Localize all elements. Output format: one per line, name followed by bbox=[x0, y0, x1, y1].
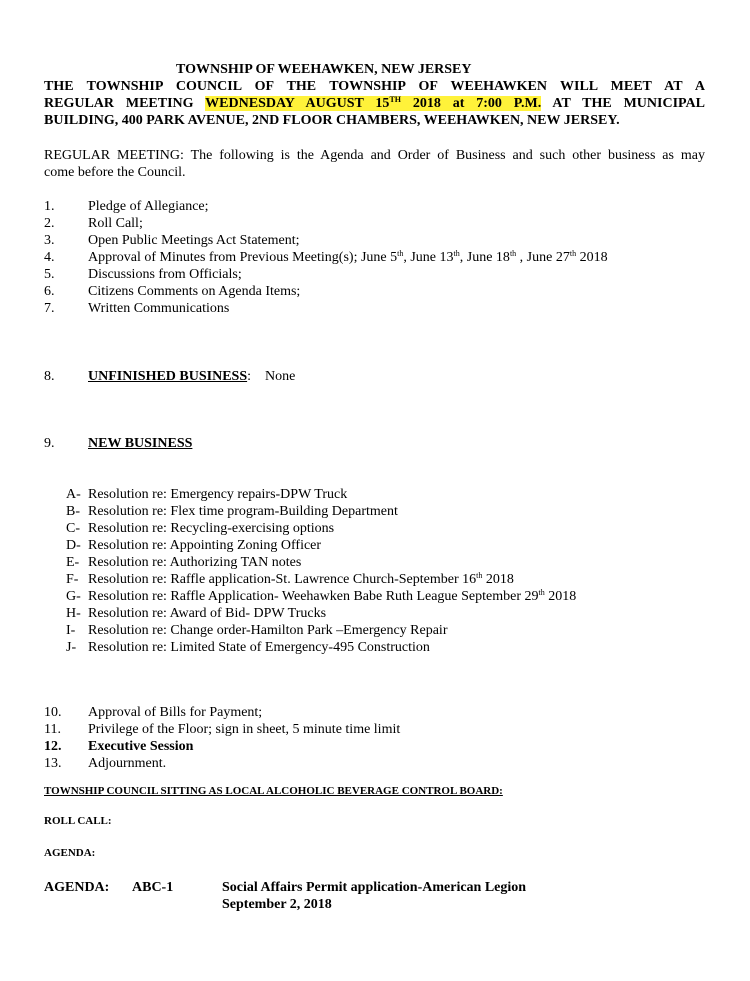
meeting-notice-line-3: BUILDING, 400 PARK AVENUE, 2ND FLOOR CHAMBERS, WEEHAWKEN, NEW JERSEY. bbox=[44, 113, 620, 128]
item-number: 9. bbox=[44, 436, 55, 451]
resolution-item bbox=[0, 588, 750, 605]
resolution-letter: C- bbox=[66, 521, 80, 536]
document-title: TOWNSHIP OF WEEHAWKEN, NEW JERSEY bbox=[176, 62, 472, 77]
unfinished-business bbox=[0, 368, 750, 385]
item-number: 12. bbox=[44, 739, 62, 754]
abc-item-description: Social Affairs Permit application-American Legion bbox=[222, 880, 527, 895]
meeting-date-highlight bbox=[205, 96, 541, 111]
resolution-text: Resolution re: Award of Bid- DPW Trucks bbox=[88, 606, 327, 621]
minutes-text-a: Approval of Minutes from Previous Meeting(s); June 5 bbox=[88, 250, 398, 265]
resolution-item bbox=[0, 639, 750, 656]
abc-item-date: September 2, 2018 bbox=[222, 897, 332, 912]
date-suffix: TH bbox=[389, 95, 401, 104]
label-colon: : bbox=[247, 369, 251, 384]
unfinished-business-line bbox=[88, 368, 295, 385]
agenda-item bbox=[0, 300, 750, 317]
item-number: 1. bbox=[44, 199, 55, 214]
item-text: Citizens Comments on Agenda Items; bbox=[88, 284, 301, 299]
resolution-text-a: Resolution re: Raffle Application- Weehawken Babe Ruth League September 29 bbox=[88, 589, 539, 604]
item-text: Open Public Meetings Act Statement; bbox=[88, 233, 300, 248]
item-number: 8. bbox=[44, 369, 55, 384]
item-number: 3. bbox=[44, 233, 55, 248]
resolution-text: Resolution re: Limited State of Emergency-495 Construction bbox=[88, 640, 430, 655]
resolution-letter: G- bbox=[66, 589, 81, 604]
resolution-item bbox=[0, 571, 750, 588]
minutes-text-b: , June 13 bbox=[403, 250, 454, 265]
abc-agenda-item-label: AGENDA: bbox=[44, 880, 110, 895]
new-business-heading bbox=[0, 435, 750, 452]
item-text: Discussions from Officials; bbox=[88, 267, 242, 282]
minutes-text-d: , June 27 bbox=[516, 250, 570, 265]
meeting-notice-line-1: THE TOWNSHIP COUNCIL OF THE TOWNSHIP OF WEEHAWKEN WILL MEET AT A bbox=[44, 79, 705, 94]
unfinished-business-label: UNFINISHED BUSINESS bbox=[88, 369, 248, 384]
resolution-text: Resolution re: Change order-Hamilton Park –Emergency Repair bbox=[88, 623, 448, 638]
item-text: Approval of Bills for Payment; bbox=[88, 705, 263, 720]
agenda-item bbox=[0, 738, 750, 755]
ordinal-suffix: th bbox=[476, 571, 483, 580]
item-text: Privilege of the Floor; sign in sheet, 5 minute time limit bbox=[88, 722, 401, 737]
ordinal-suffix: th bbox=[538, 588, 545, 597]
resolution-text-a: Resolution re: Raffle application-St. Lawrence Church-September 16 bbox=[88, 572, 477, 587]
agenda-item bbox=[0, 249, 750, 266]
item-text: Executive Session bbox=[88, 739, 194, 754]
agenda-item bbox=[0, 215, 750, 232]
resolution-item bbox=[0, 537, 750, 554]
resolution-item bbox=[0, 520, 750, 537]
intro-line-1: REGULAR MEETING: The following is the Agenda and Order of Business and such other business as may bbox=[44, 148, 705, 163]
abc-board-heading: TOWNSHIP COUNCIL SITTING AS LOCAL ALCOHOLIC BEVERAGE CONTROL BOARD: bbox=[44, 785, 503, 797]
resolution-item bbox=[0, 622, 750, 639]
resolution-item bbox=[0, 486, 750, 503]
ordinal-suffix: th bbox=[453, 249, 460, 258]
resolution-text: Resolution re: Authorizing TAN notes bbox=[88, 555, 302, 570]
minutes-text-e: 2018 bbox=[576, 250, 608, 265]
resolution-letter: A- bbox=[66, 487, 81, 502]
resolution-letter: J- bbox=[66, 640, 77, 655]
resolution-item bbox=[0, 503, 750, 520]
resolution-item bbox=[0, 605, 750, 622]
minutes-text-c: , June 18 bbox=[459, 250, 510, 265]
resolution-text: Resolution re: Appointing Zoning Officer bbox=[88, 538, 322, 553]
item-text bbox=[88, 249, 608, 266]
resolution-letter: H- bbox=[66, 606, 81, 621]
resolution-text: Resolution re: Flex time program-Building Department bbox=[88, 504, 398, 519]
item-text: Pledge of Allegiance; bbox=[88, 199, 209, 214]
item-number: 5. bbox=[44, 267, 55, 282]
resolution-letter: D- bbox=[66, 538, 81, 553]
resolution-item bbox=[0, 554, 750, 571]
item-number: 4. bbox=[44, 250, 55, 265]
resolution-letter: E- bbox=[66, 555, 80, 570]
meeting-notice bbox=[44, 78, 705, 129]
agenda-item bbox=[0, 755, 750, 772]
unfinished-business-value: None bbox=[265, 369, 296, 384]
resolution-text bbox=[88, 588, 576, 605]
resolution-text-b: 2018 bbox=[482, 572, 514, 587]
resolution-text-b: 2018 bbox=[544, 589, 577, 604]
meeting-time: 2018 at 7:00 P.M. bbox=[401, 96, 542, 111]
item-number: 13. bbox=[44, 756, 62, 771]
ordinal-suffix: th bbox=[397, 249, 404, 258]
abc-item-code: ABC-1 bbox=[132, 880, 174, 895]
resolution-text bbox=[88, 571, 514, 588]
ordinal-suffix: th bbox=[569, 249, 577, 258]
agenda-item bbox=[0, 232, 750, 249]
item-number: 10. bbox=[44, 705, 62, 720]
agenda-item bbox=[0, 198, 750, 215]
item-text: Adjournment. bbox=[88, 756, 167, 771]
agenda-item bbox=[0, 721, 750, 738]
resolution-letter: B- bbox=[66, 504, 80, 519]
notice-suffix: AT THE MUNICIPAL bbox=[541, 96, 705, 111]
agenda-item bbox=[0, 283, 750, 300]
meeting-date: WEDNESDAY AUGUST 15 bbox=[205, 96, 390, 111]
item-number: 7. bbox=[44, 301, 55, 316]
meeting-notice-line-2 bbox=[44, 95, 705, 112]
item-number: 11. bbox=[44, 722, 61, 737]
item-text: Roll Call; bbox=[88, 216, 143, 231]
abc-agenda-label: AGENDA: bbox=[44, 847, 96, 859]
abc-roll-call: ROLL CALL: bbox=[44, 815, 112, 827]
item-text: Written Communications bbox=[88, 301, 230, 316]
new-business-label: NEW BUSINESS bbox=[88, 436, 193, 451]
resolution-text: Resolution re: Emergency repairs-DPW Truck bbox=[88, 487, 348, 502]
resolution-letter: F- bbox=[66, 572, 79, 587]
agenda-item bbox=[0, 704, 750, 721]
resolution-letter: I- bbox=[66, 623, 76, 638]
resolution-text: Resolution re: Recycling-exercising options bbox=[88, 521, 335, 536]
item-number: 2. bbox=[44, 216, 55, 231]
notice-prefix: REGULAR MEETING bbox=[44, 96, 206, 111]
ordinal-suffix: th bbox=[509, 249, 517, 258]
intro-paragraph bbox=[44, 147, 705, 181]
agenda-item bbox=[0, 266, 750, 283]
intro-line-2: come before the Council. bbox=[44, 165, 186, 180]
item-number: 6. bbox=[44, 284, 55, 299]
